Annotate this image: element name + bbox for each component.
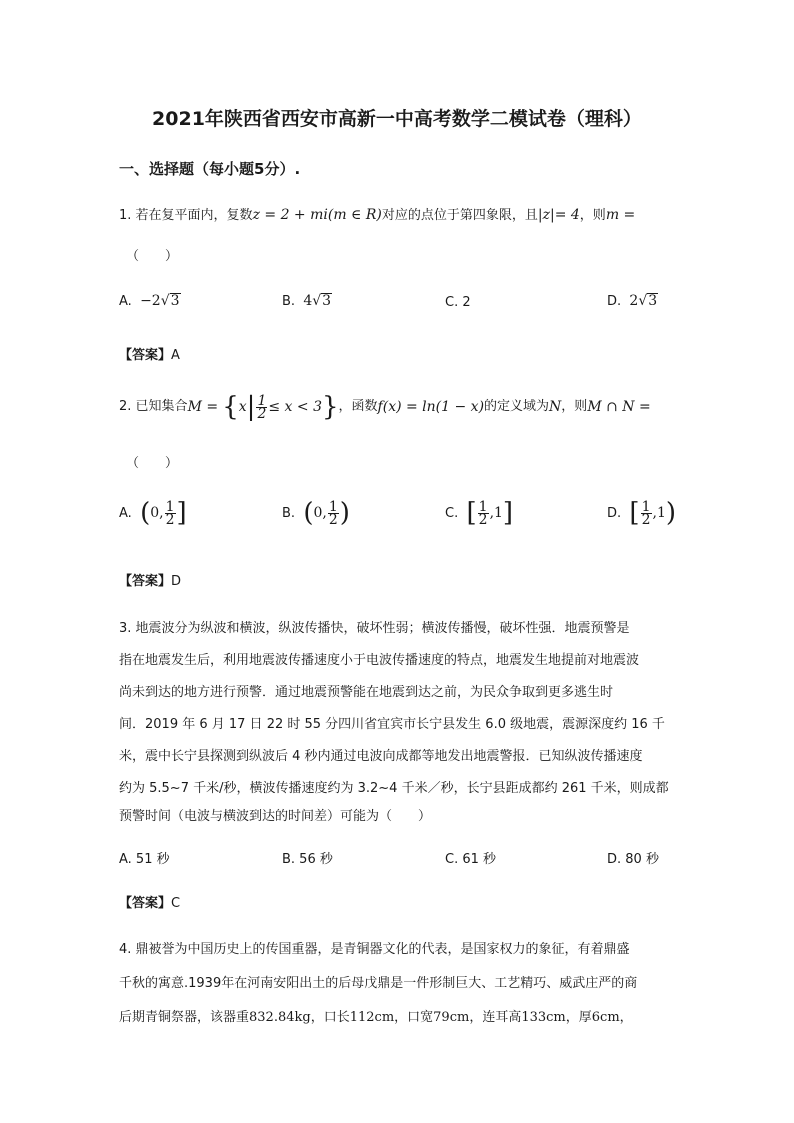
question-4-line: 千秋的寓意.1939年在河南安阳出土的后母戊鼎是一件形制巨大、工艺精巧、威武庄严的商 — [119, 976, 638, 991]
page-title: 2021年陕西省西安市高新一中高考数学二模试卷（理科） — [152, 108, 642, 130]
math-expression: z = 2 + mi(m ∈ R) — [252, 207, 382, 223]
option-a: A. (0, $\frac{1}{2}$ ] — [119, 498, 187, 528]
question-text: ，则 — [579, 208, 606, 223]
question-3-line: 间．2019 年 6 月 17 日 22 时 55 分四川省宜宾市长宁县发生 6.0 级地震，震源深度约 16 千 — [119, 717, 665, 732]
question-3-line: 指在地震发生后，利用地震波传播速度小于电波传播速度的特点，地震发生地提前对地震波 — [119, 653, 640, 668]
answer-value: D — [171, 574, 182, 589]
question-4-line: 4. 鼎被誉为中国历史上的传国重器，是青铜器文化的代表，是国家权力的象征，有着鼎盛 — [119, 942, 630, 957]
answer-label: 【答案】 — [119, 574, 172, 589]
option-a: A. 51 秒 — [119, 852, 170, 867]
question-text: 已知集合 — [135, 399, 188, 414]
math-expression: |z|= 4 — [537, 207, 580, 223]
option-d: D. [ $\frac{1}{2}$ ,1) — [607, 498, 677, 528]
question-number: 2. — [119, 399, 132, 414]
question-4-line: 后期青铜祭器，该器重832.84kg，口长112cm，口宽79cm，连耳高133cm，厚6cm， — [119, 1010, 633, 1025]
option-d: D. 80 秒 — [607, 852, 659, 867]
question-1 — [119, 207, 635, 224]
question-text: ，函数 — [338, 399, 378, 414]
answer-label: 【答案】 — [119, 896, 172, 911]
question-text: ，则 — [561, 399, 588, 414]
answer-1 — [119, 344, 180, 363]
question-text: 的定义域为 — [484, 399, 550, 414]
question-2: 2. 已知集合M = {x| $\frac{1}{2}$ ≤ x < 3}，函数f(x) = ln(1 − x)的定义域为N，则M ∩ N = — [119, 392, 651, 422]
option-b: B. 4√3 — [282, 293, 332, 309]
section-heading: 一、选择题（每小题5分）. — [119, 160, 301, 178]
answer-value: A — [171, 348, 180, 363]
question-3-line: 约为 5.5~7 千米/秒，横波传播速度约为 3.2~4 千米／秒，长宁县距成都约 261 千米，则成都 — [119, 781, 669, 796]
question-number: 1. — [119, 208, 132, 223]
answer-blank: （ ） — [126, 249, 179, 264]
question-3-line: 尚未到达的地方进行预警．通过地震预警能在地震到达之前，为民众争取到更多逃生时 — [119, 685, 614, 700]
option-b: B. 56 秒 — [282, 852, 333, 867]
answer-blank: （ ） — [126, 456, 179, 471]
option-c: C. [ $\frac{1}{2}$ ,1] — [445, 498, 514, 528]
math-expression: M = — [187, 399, 219, 415]
math-expression: N — [549, 399, 562, 415]
math-expression: M ∩ N = — [587, 399, 651, 415]
option-d: D. 2√3 — [607, 293, 658, 309]
option-b: B. (0, $\frac{1}{2}$ ) — [282, 498, 350, 528]
answer-value: C — [171, 896, 181, 911]
math-expression: m = — [605, 207, 636, 223]
math-expression: f(x) = ln(1 − x) — [377, 399, 485, 415]
option-c: C. 2 — [445, 295, 471, 310]
option-a: A. −2√3 — [119, 293, 180, 309]
question-text: 若在复平面内，复数 — [135, 208, 253, 223]
answer-2 — [119, 570, 181, 589]
answer-label: 【答案】 — [119, 348, 172, 363]
question-text: 对应的点位于第四象限，且 — [381, 208, 538, 223]
option-c: C. 61 秒 — [445, 852, 497, 867]
answer-3 — [119, 892, 180, 911]
question-3-line: 3. 地震波分为纵波和横波，纵波传播快，破坏性弱；横波传播慢，破坏性强．地震预警是 — [119, 621, 630, 636]
question-3-line: 米，震中长宁县探测到纵波后 4 秒内通过电波向成都等地发出地震警报．已知纵波传播速度 — [119, 749, 643, 764]
question-3-line: 预警时间（电波与横波到达的时间差）可能为（ ） — [119, 809, 432, 824]
